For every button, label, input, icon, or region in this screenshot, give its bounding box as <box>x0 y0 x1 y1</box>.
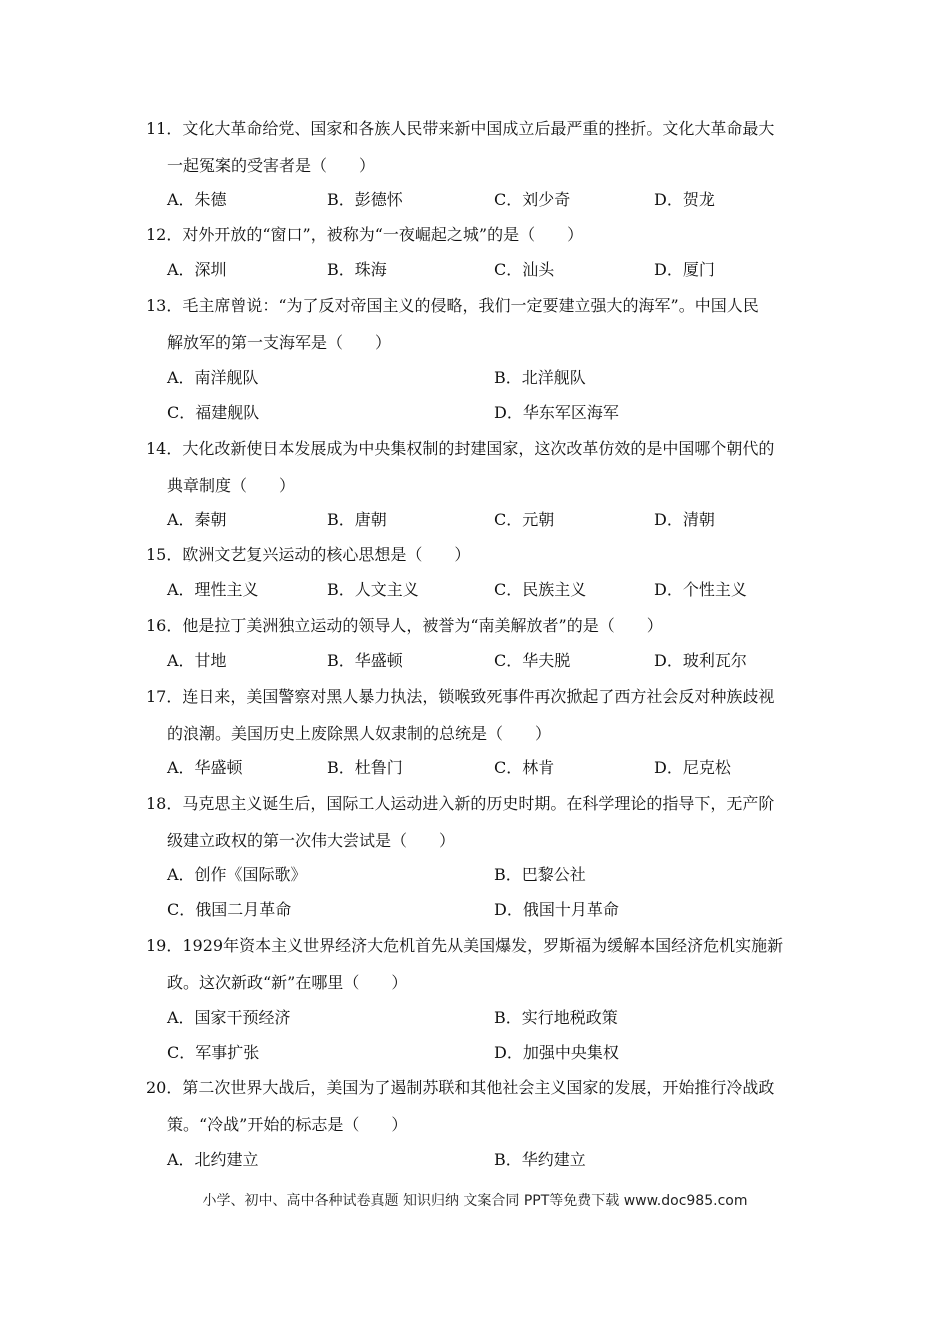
option-b: B．唐朝 <box>327 510 387 529</box>
option-a: A．创作《国际歌》 <box>167 865 307 884</box>
option-b: B．华盛顿 <box>327 651 403 670</box>
question-19-stem-line-2: 政。这次新政“新”在哪里（ ） <box>167 973 408 992</box>
question-16-stem-line-1: 16．他是拉丁美洲独立运动的领导人，被誉为“南美解放者”的是（ ） <box>146 616 663 635</box>
question-16-options <box>167 650 827 672</box>
option-c: C．民族主义 <box>494 580 587 599</box>
question-13-options-row-1 <box>167 367 827 389</box>
question-18-options-row-2 <box>167 899 827 921</box>
page-footer: 小学、初中、高中各种试卷真题 知识归纳 文案合同 PPT等免费下载 www.doc985.com <box>202 1193 748 1209</box>
option-b: B．北洋舰队 <box>494 368 586 387</box>
option-a: A．南洋舰队 <box>167 368 259 387</box>
option-b: B．巴黎公社 <box>494 865 586 884</box>
option-a: A．朱德 <box>167 190 227 209</box>
option-c: C．军事扩张 <box>167 1043 260 1062</box>
option-b: B．人文主义 <box>327 580 419 599</box>
option-c: C．元朝 <box>494 510 555 529</box>
question-13-options-row-2 <box>167 402 827 424</box>
option-a: A．理性主义 <box>167 580 259 599</box>
option-d: D．贺龙 <box>654 190 715 209</box>
question-13-stem-line-2: 解放军的第一支海军是（ ） <box>167 333 392 352</box>
question-17-options <box>167 757 827 779</box>
option-c: C．刘少奇 <box>494 190 571 209</box>
option-a: A．华盛顿 <box>167 758 243 777</box>
option-b: B．彭德怀 <box>327 190 403 209</box>
question-20-stem-line-2: 策。“冷战”开始的标志是（ ） <box>167 1115 408 1134</box>
question-19-options-row-2 <box>167 1042 827 1064</box>
question-20-stem-line-1: 20．第二次世界大战后，美国为了遏制苏联和其他社会主义国家的发展，开始推行冷战政 <box>146 1078 775 1097</box>
question-15-options <box>167 579 827 601</box>
option-b: B．实行地税政策 <box>494 1008 618 1027</box>
question-18-stem-line-2: 级建立政权的第一次伟大尝试是（ ） <box>167 831 456 850</box>
question-18-stem-line-1: 18．马克思主义诞生后，国际工人运动进入新的历史时期。在科学理论的指导下，无产阶 <box>146 794 775 813</box>
option-a: A．甘地 <box>167 651 227 670</box>
option-a: A．秦朝 <box>167 510 227 529</box>
question-14-stem-line-1: 14．大化改新使日本发展成为中央集权制的封建国家，这次改革仿效的是中国哪个朝代的 <box>146 439 775 458</box>
option-d: D．玻利瓦尔 <box>654 651 747 670</box>
option-c: C．福建舰队 <box>167 403 260 422</box>
option-a: A．国家干预经济 <box>167 1008 291 1027</box>
question-13-stem-line-1: 13．毛主席曾说：“为了反对帝国主义的侵略，我们一定要建立强大的海军”。中国人民 <box>146 296 759 315</box>
option-d: D．清朝 <box>654 510 715 529</box>
option-c: C．汕头 <box>494 260 555 279</box>
option-c: C．林肯 <box>494 758 555 777</box>
option-b: B．珠海 <box>327 260 387 279</box>
question-20-options-row-1 <box>167 1149 827 1171</box>
option-d: D．厦门 <box>654 260 715 279</box>
option-d: D．加强中央集权 <box>494 1043 619 1062</box>
question-14-stem-line-2: 典章制度（ ） <box>167 476 296 495</box>
question-19-options-row-1 <box>167 1007 827 1029</box>
question-11-options <box>167 189 827 211</box>
question-14-options <box>167 509 827 531</box>
question-11-stem-line-2: 一起冤案的受害者是（ ） <box>167 156 376 175</box>
question-17-stem-line-1: 17．连日来，美国警察对黑人暴力执法，锁喉致死事件再次掀起了西方社会反对种族歧视 <box>146 687 775 706</box>
option-c: C．华夫脱 <box>494 651 571 670</box>
option-b: B．华约建立 <box>494 1150 586 1169</box>
option-d: D．个性主义 <box>654 580 747 599</box>
question-12-stem-line-1: 12．对外开放的“窗口”，被称为“一夜崛起之城”的是（ ） <box>146 225 584 244</box>
option-d: D．华东军区海军 <box>494 403 619 422</box>
question-15-stem-line-1: 15．欧洲文艺复兴运动的核心思想是（ ） <box>146 545 471 564</box>
option-a: A．深圳 <box>167 260 227 279</box>
question-19-stem-line-1: 19．1929年资本主义世界经济大危机首先从美国爆发，罗斯福为缓解本国经济危机实施新 <box>146 936 784 955</box>
option-d: D．尼克松 <box>654 758 731 777</box>
option-c: C．俄国二月革命 <box>167 900 292 919</box>
option-d: D．俄国十月革命 <box>494 900 619 919</box>
question-17-stem-line-2: 的浪潮。美国历史上废除黑人奴隶制的总统是（ ） <box>167 724 552 743</box>
option-a: A．北约建立 <box>167 1150 259 1169</box>
question-18-options-row-1 <box>167 864 827 886</box>
question-12-options <box>167 259 827 281</box>
question-11-stem-line-1: 11．文化大革命给党、国家和各族人民带来新中国成立后最严重的挫折。文化大革命最大 <box>146 119 775 138</box>
option-b: B．杜鲁门 <box>327 758 403 777</box>
